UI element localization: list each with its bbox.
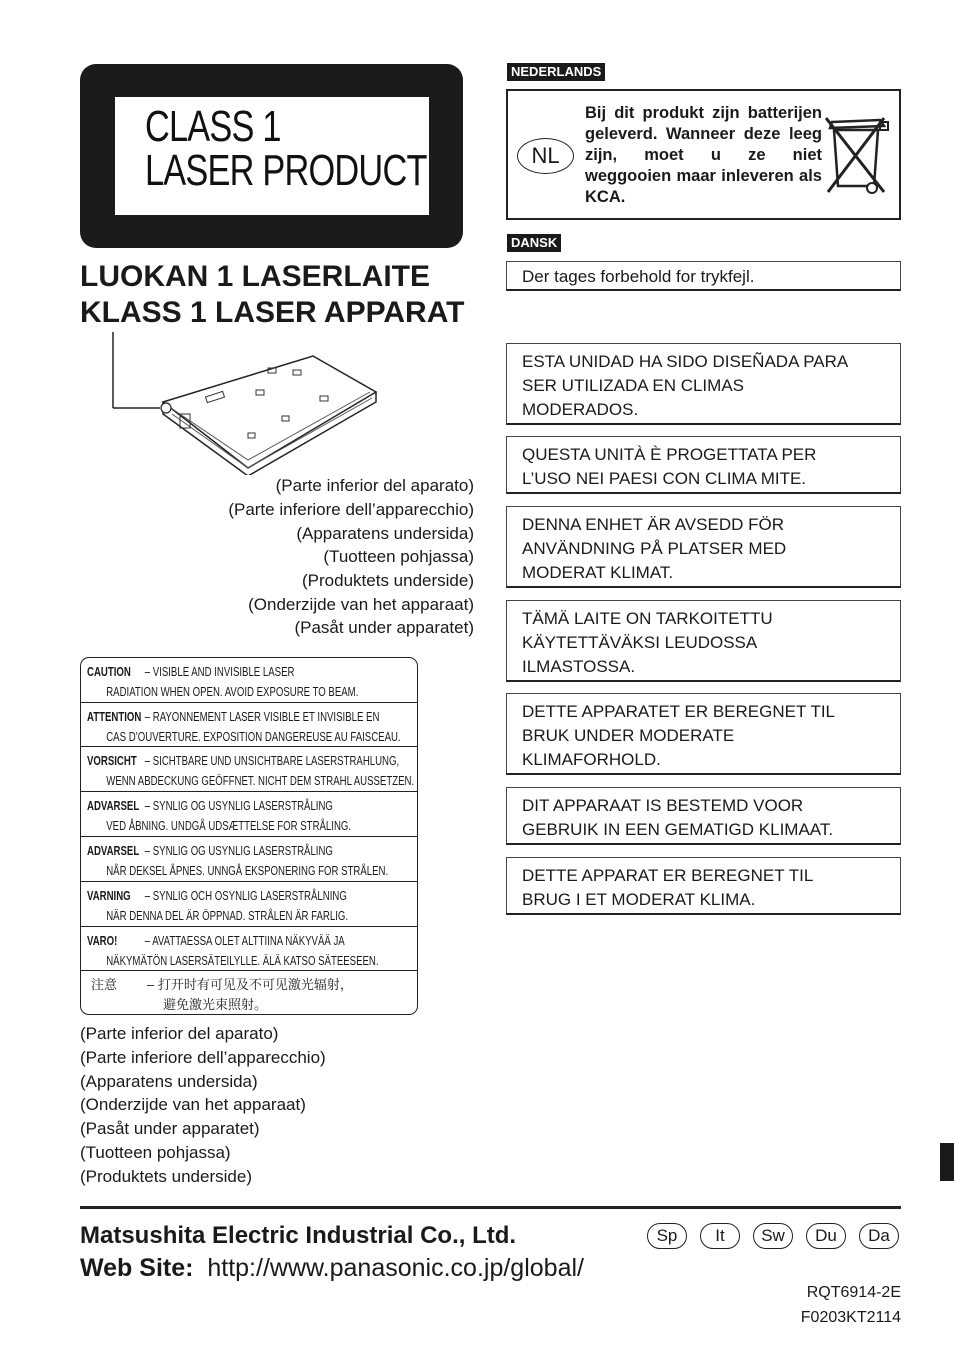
print-code: F0203KT2114 [800, 1309, 901, 1326]
warning-line2: VED ÅBNING. UNDGÅ UDSÆTTELSE FOR STRÅLING. [106, 818, 352, 833]
warning-line2: 避免激光束照射。 [163, 997, 268, 1012]
warning-label: ATTENTION [87, 709, 142, 724]
climate-note-finnish [506, 600, 901, 682]
battery-notice-text: Bij dit produkt zijn batterijen geleverd. Wanneer deze leeg zijn, moet u ze niet weggooien maar inleveren als KCA. [585, 104, 822, 206]
nl-badge: NL [517, 138, 574, 174]
dansk-notice-box [506, 261, 901, 291]
warning-label: 注意 [91, 977, 118, 992]
note-text: DETTE APPARAT ER BEREGNET TIL BRUG I ET MODERAT KLIMA. [522, 866, 814, 909]
caption-swedish: (Apparatens undersida) [296, 524, 474, 543]
title-swedish: KLASS 1 LASER APPARAT [80, 296, 465, 329]
note-text: DENNA ENHET ÄR AVSEDD FÖR ANVÄNDNING PÅ PLATSER MED MODERAT KLIMAT. [522, 515, 787, 582]
warning-label: VORSICHT [87, 753, 137, 768]
note-text: QUESTA UNITÀ È PROGETTATA PER L’USO NEI PAESI CON CLIMA MITE. [522, 445, 817, 488]
footer-divider [80, 1206, 901, 1209]
dansk-notice-text: Der tages forbehold for trykfejl. [522, 267, 755, 286]
language-badge-sp: Sp [647, 1223, 687, 1249]
warning-line2: WENN ABDECKUNG GEÖFFNET. NICHT DEM STRAHL AUSSETZEN. [106, 773, 415, 788]
warning-row [81, 837, 417, 882]
caption-spanish: (Parte inferior del aparato) [275, 476, 474, 495]
warning-row [81, 882, 417, 927]
climate-note-danish [506, 857, 901, 915]
company-name: Matsushita Electric Industrial Co., Ltd. [80, 1222, 517, 1249]
title-finnish: LUOKAN 1 LASERLAITE [80, 260, 431, 293]
caption-left-swedish: (Apparatens undersida) [80, 1072, 258, 1091]
warning-label: ADVARSEL [87, 843, 140, 858]
caption-left-finnish: (Tuotteen pohjassa) [80, 1143, 231, 1162]
dansk-tag: DANSK [507, 234, 561, 252]
warning-line1: – SYNLIG OCH OSYNLIG LASERSTRÅLNING [144, 888, 347, 903]
note-text: DIT APPARAAT IS BESTEMD VOOR GEBRUIK IN EEN GEMATIGD KLIMAAT. [522, 796, 834, 839]
language-badge-sw: Sw [753, 1223, 793, 1249]
climate-note-spanish [506, 343, 901, 425]
note-text: ESTA UNIDAD HA SIDO DISEÑADA PARA SER UTILIZADA EN CLIMAS MODERADOS. [522, 352, 849, 419]
warning-line2: NÅR DEKSEL ÅPNES. UNNGÅ EKSPONERING FOR STRÅLEN. [106, 863, 389, 878]
climate-note-norwegian [506, 693, 901, 775]
crossed-out-wheelie-bin-icon [824, 112, 892, 196]
warning-line1: – AVATTAESSA OLET ALTTIINA NÄKYVÄÄ JA [144, 933, 345, 948]
warning-line2: CAS D’OUVERTURE. EXPOSITION DANGEREUSE AU FAISCEAU. [106, 729, 401, 744]
caption-left-norwegian: (Produktets underside) [80, 1167, 252, 1186]
caption-left-spanish: (Parte inferior del aparato) [80, 1024, 279, 1043]
language-badge-da: Da [859, 1223, 899, 1249]
document-code: RQT6914-2E [806, 1284, 901, 1301]
website-url[interactable]: http://www.panasonic.co.jp/global/ [207, 1254, 584, 1282]
laser-label-line2: LASER PRODUCT [145, 146, 427, 195]
warning-row [81, 658, 417, 703]
caption-italian: (Parte inferiore dell’apparecchio) [228, 500, 474, 519]
device-underside-illustration [108, 330, 380, 475]
laser-warning-label [80, 657, 418, 1015]
warning-line1: – 打开时有可见及不可见激光辐射， [147, 977, 353, 992]
nederlands-tag: NEDERLANDS [507, 63, 605, 81]
warning-row [81, 971, 417, 1015]
caption-norwegian: (Produktets underside) [302, 571, 474, 590]
caption-left-danish: (Pasåt under apparatet) [80, 1119, 260, 1138]
caption-finnish: (Tuotteen pohjassa) [323, 547, 474, 566]
warning-line2: RADIATION WHEN OPEN. AVOID EXPOSURE TO BEAM. [106, 684, 359, 699]
warning-line2: NÄKYMÄTÖN LASERSÄTEILYLLE. ÄLÄ KATSO SÄTEESEEN. [106, 953, 379, 968]
warning-line1: – RAYONNEMENT LASER VISIBLE ET INVISIBLE EN [144, 709, 380, 724]
warning-label: VARNING [87, 888, 131, 903]
warning-row [81, 927, 417, 971]
warning-label: VARO! [87, 933, 118, 948]
warning-line1: – SYNLIG OG USYNLIG LASERSTRÅLING [144, 798, 333, 813]
page-edge-tab [940, 1143, 954, 1181]
caption-dutch: (Onderzijde van het apparaat) [248, 595, 474, 614]
language-badge-it: It [700, 1223, 740, 1249]
caption-danish: (Pasåt under apparatet) [294, 618, 474, 637]
climate-note-italian [506, 436, 901, 494]
warning-line1: – VISIBLE AND INVISIBLE LASER [144, 664, 295, 679]
warning-line2: NÄR DENNA DEL ÄR ÖPPNAD. STRÅLEN ÄR FARLIG. [106, 908, 349, 923]
climate-note-dutch [506, 787, 901, 845]
website-label: Web Site: [80, 1254, 194, 1282]
warning-row [81, 792, 417, 837]
warning-row [81, 703, 417, 747]
caption-left-italian: (Parte inferiore dell’apparecchio) [80, 1048, 326, 1067]
website-line [80, 1253, 584, 1283]
warning-label: ADVARSEL [87, 798, 140, 813]
note-text: DETTE APPARATET ER BEREGNET TIL BRUK UNDER MODERATE KLIMAFORHOLD. [522, 702, 836, 769]
laser-label-line1: CLASS 1 [145, 102, 281, 151]
climate-note-swedish [506, 506, 901, 588]
warning-label: CAUTION [87, 664, 131, 679]
warning-row [81, 747, 417, 792]
warning-line1: – SYNLIG OG USYNLIG LASERSTRÅLING [144, 843, 333, 858]
warning-line1: – SICHTBARE UND UNSICHTBARE LASERSTRAHLUNG, [144, 753, 400, 768]
language-badge-du: Du [806, 1223, 846, 1249]
caption-left-dutch: (Onderzijde van het apparaat) [80, 1095, 306, 1114]
note-text: TÄMÄ LAITE ON TARKOITETTU KÄYTETTÄVÄKSI LEUDOSSA ILMASTOSSA. [522, 609, 773, 676]
